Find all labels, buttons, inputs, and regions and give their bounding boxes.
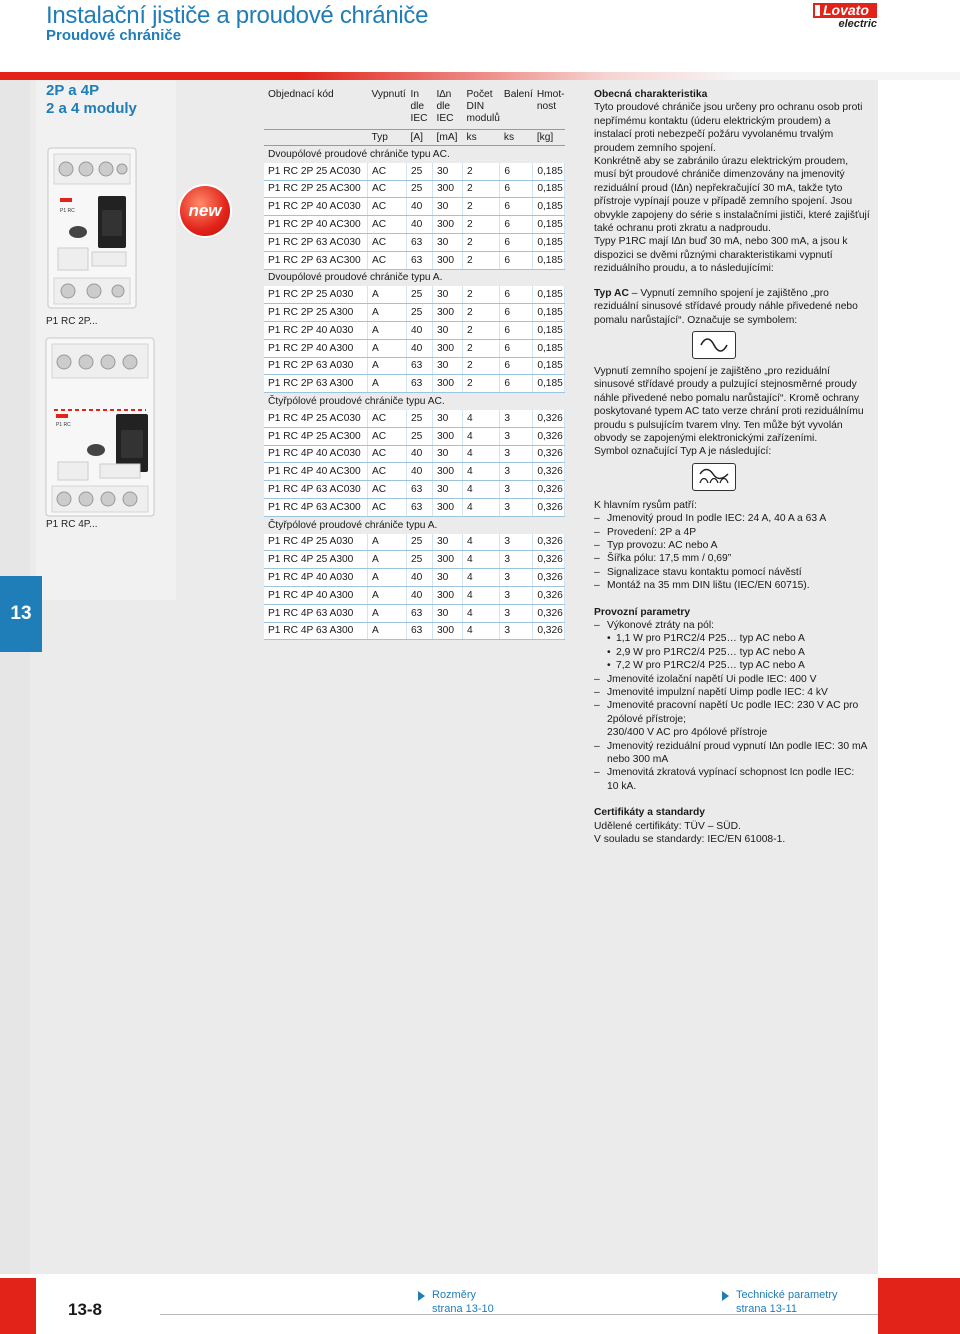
table-cell: 2 bbox=[463, 375, 500, 393]
table-cell: 25 bbox=[407, 163, 433, 180]
table-cell: A bbox=[368, 622, 407, 640]
order-code-cell: P1 RC 4P 25 AC300 bbox=[264, 427, 368, 445]
table-cell: 3 bbox=[500, 410, 533, 427]
table-cell: 0,185 bbox=[533, 321, 565, 339]
table-cell: 4 bbox=[463, 569, 500, 587]
table-cell: 30 bbox=[433, 357, 463, 375]
table-row bbox=[264, 304, 565, 322]
table-cell: 40 bbox=[407, 339, 433, 357]
order-table bbox=[264, 88, 565, 640]
table-cell: 6 bbox=[500, 163, 533, 180]
chapter-tab[interactable]: 13 bbox=[0, 576, 42, 652]
link-arrow-icon bbox=[722, 1291, 729, 1301]
table-cell: 0,326 bbox=[533, 586, 565, 604]
table-cell: 25 bbox=[407, 410, 433, 427]
table-row bbox=[264, 551, 565, 569]
table-cell: AC bbox=[368, 481, 407, 499]
unit-cell: ks bbox=[463, 130, 500, 146]
table-cell: 6 bbox=[500, 216, 533, 234]
table-cell: 63 bbox=[407, 481, 433, 499]
table-cell: AC bbox=[368, 498, 407, 516]
table-cell: 300 bbox=[433, 304, 463, 322]
table-cell: 63 bbox=[407, 357, 433, 375]
table-cell: A bbox=[368, 551, 407, 569]
type-a-symbol-icon bbox=[692, 463, 736, 491]
side-strip bbox=[0, 80, 30, 1274]
table-cell: 6 bbox=[500, 339, 533, 357]
section-title-row bbox=[264, 146, 565, 163]
page-number: 13-8 bbox=[67, 1300, 103, 1319]
table-cell: 300 bbox=[433, 216, 463, 234]
order-code-cell: P1 RC 2P 40 A300 bbox=[264, 339, 368, 357]
order-code-cell: P1 RC 2P 63 AC300 bbox=[264, 251, 368, 269]
table-cell: 25 bbox=[407, 304, 433, 322]
unit-cell: Typ bbox=[368, 130, 407, 146]
product-title-line1: 2P a 4P bbox=[46, 82, 100, 99]
table-cell: 40 bbox=[407, 216, 433, 234]
svg-text:P1 RC: P1 RC bbox=[56, 422, 71, 428]
table-cell: 0,326 bbox=[533, 498, 565, 516]
table-cell: 300 bbox=[433, 427, 463, 445]
order-code-cell: P1 RC 2P 25 AC300 bbox=[264, 180, 368, 198]
table-cell: 25 bbox=[407, 534, 433, 551]
table-row bbox=[264, 586, 565, 604]
column-header bbox=[500, 88, 533, 130]
order-code-cell: P1 RC 4P 63 A030 bbox=[264, 604, 368, 622]
order-code-cell: P1 RC 4P 25 A030 bbox=[264, 534, 368, 551]
table-cell: 0,185 bbox=[533, 357, 565, 375]
table-row bbox=[264, 357, 565, 375]
table-cell: 2 bbox=[463, 216, 500, 234]
column-header-line: modulů bbox=[466, 113, 500, 124]
table-cell: 300 bbox=[433, 180, 463, 198]
link-page[interactable]: strana 13-10 bbox=[432, 1303, 494, 1315]
table-cell: 6 bbox=[500, 180, 533, 198]
table-cell: 300 bbox=[433, 551, 463, 569]
table-cell: 300 bbox=[433, 339, 463, 357]
order-code-cell: P1 RC 4P 40 AC300 bbox=[264, 463, 368, 481]
table-row bbox=[264, 534, 565, 551]
param-item: – Jmenovité izolační napětí Ui podle IEC: 400 V bbox=[594, 673, 870, 686]
table-row bbox=[264, 569, 565, 587]
table-cell: 30 bbox=[433, 445, 463, 463]
param-subitem: • 2,9 W pro P1RC2/4 P25… typ AC nebo A bbox=[594, 646, 870, 659]
table-cell: 40 bbox=[407, 198, 433, 216]
table-row bbox=[264, 180, 565, 198]
table-cell: 30 bbox=[433, 286, 463, 303]
column-header-line: dle bbox=[410, 101, 425, 112]
order-code-cell: P1 RC 4P 40 A300 bbox=[264, 586, 368, 604]
unit-cell: [mA] bbox=[433, 130, 463, 146]
table-cell: 4 bbox=[463, 498, 500, 516]
table-row bbox=[264, 233, 565, 251]
table-cell: 25 bbox=[407, 551, 433, 569]
link-title[interactable]: Technické parametry bbox=[736, 1289, 838, 1301]
order-code-cell: P1 RC 4P 40 A030 bbox=[264, 569, 368, 587]
column-header-line: Objednací kód bbox=[268, 89, 334, 100]
column-header bbox=[463, 88, 500, 130]
unit-cell: [kg] bbox=[533, 130, 565, 146]
table-cell: 0,185 bbox=[533, 286, 565, 303]
table-cell: 2 bbox=[463, 321, 500, 339]
table-cell: 2 bbox=[463, 251, 500, 269]
column-header-line: Hmot- bbox=[536, 89, 565, 100]
table-cell: 2 bbox=[463, 233, 500, 251]
table-cell: 63 bbox=[407, 251, 433, 269]
characteristics-column bbox=[594, 88, 870, 847]
header-stripe bbox=[0, 72, 960, 80]
table-cell: 2 bbox=[463, 339, 500, 357]
table-cell: 63 bbox=[407, 622, 433, 640]
column-header-line: nost bbox=[536, 101, 557, 112]
link-title[interactable]: Rozměry bbox=[432, 1289, 477, 1301]
table-row bbox=[264, 198, 565, 216]
table-cell: 30 bbox=[433, 534, 463, 551]
table-cell: 63 bbox=[407, 604, 433, 622]
table-row bbox=[264, 251, 565, 269]
table-cell: 40 bbox=[407, 321, 433, 339]
column-header-line: DIN bbox=[466, 101, 485, 112]
page-title: Instalační jističe a proudové chrániče bbox=[46, 2, 429, 29]
table-cell: A bbox=[368, 569, 407, 587]
table-cell: 4 bbox=[463, 604, 500, 622]
features-list bbox=[594, 512, 870, 592]
link-arrow-icon bbox=[418, 1291, 425, 1301]
table-cell: 25 bbox=[407, 286, 433, 303]
logo-sub-text: electric bbox=[838, 18, 877, 30]
type-ac-paragraph bbox=[594, 287, 870, 327]
table-cell: A bbox=[368, 286, 407, 303]
order-code-cell: P1 RC 2P 25 A030 bbox=[264, 286, 368, 303]
table-cell: 0,326 bbox=[533, 427, 565, 445]
order-code-cell: P1 RC 4P 63 AC300 bbox=[264, 498, 368, 516]
table-cell: 30 bbox=[433, 233, 463, 251]
column-header-line: I∆n bbox=[436, 89, 452, 100]
table-cell: 4 bbox=[463, 445, 500, 463]
cert-heading: Certifikáty a standardy bbox=[594, 807, 706, 819]
table-cell: 40 bbox=[407, 463, 433, 481]
product-title-line2: 2 a 4 moduly bbox=[46, 100, 137, 117]
param-item: – Jmenovitý reziduální proud vypnutí I∆n podle IEC: 30 mA nebo 300 mA bbox=[594, 740, 870, 767]
column-header-line: dle bbox=[436, 101, 451, 112]
order-code-cell: P1 RC 2P 25 AC030 bbox=[264, 163, 368, 180]
table-cell: 0,185 bbox=[533, 163, 565, 180]
table-cell: 30 bbox=[433, 321, 463, 339]
table-cell: 30 bbox=[433, 410, 463, 427]
table-cell: 2 bbox=[463, 286, 500, 303]
table-cell: 0,185 bbox=[533, 375, 565, 393]
table-row bbox=[264, 375, 565, 393]
order-code-cell: P1 RC 2P 63 AC030 bbox=[264, 233, 368, 251]
param-item: – Jmenovitá zkratová vypínací schopnost Icn podle IEC: bbox=[594, 766, 870, 779]
table-cell: A bbox=[368, 586, 407, 604]
type-ac-label: Typ AC bbox=[594, 287, 629, 299]
product-title bbox=[46, 82, 137, 118]
table-cell: 2 bbox=[463, 163, 500, 180]
table-cell: AC bbox=[368, 445, 407, 463]
table-cell: 4 bbox=[463, 551, 500, 569]
table-cell: 6 bbox=[500, 375, 533, 393]
column-header bbox=[533, 88, 565, 130]
table-cell: 6 bbox=[500, 286, 533, 303]
table-cell: 40 bbox=[407, 586, 433, 604]
table-row bbox=[264, 286, 565, 303]
table-cell: 4 bbox=[463, 622, 500, 640]
table-cell: 300 bbox=[433, 498, 463, 516]
table-row bbox=[264, 321, 565, 339]
table-cell: 3 bbox=[500, 463, 533, 481]
table-cell: 300 bbox=[433, 375, 463, 393]
order-code-cell: P1 RC 4P 25 A300 bbox=[264, 551, 368, 569]
section-title-row bbox=[264, 393, 565, 410]
device-4p-image bbox=[44, 330, 156, 520]
table-cell: 4 bbox=[463, 481, 500, 499]
column-header-line: In bbox=[410, 89, 419, 100]
table-cell: 0,185 bbox=[533, 216, 565, 234]
order-code-cell: P1 RC 4P 63 AC030 bbox=[264, 481, 368, 499]
table-cell: 30 bbox=[433, 198, 463, 216]
table-cell: AC bbox=[368, 233, 407, 251]
table-cell: 0,185 bbox=[533, 198, 565, 216]
feature-item: – Provedení: 2P a 4P bbox=[594, 526, 870, 539]
param-subitem: • 7,2 W pro P1RC2/4 P25… typ AC nebo A bbox=[594, 659, 870, 672]
param-item-continued: 10 kA. bbox=[607, 780, 637, 792]
type-a-symbol-text: Symbol označující Typ A je následující: bbox=[594, 446, 772, 458]
table-cell: A bbox=[368, 304, 407, 322]
type-ac-text: – Vypnutí zemního spojení je zajištěno „pro reziduální sinusové střídavé proudy náhle přivedené nebo pomalu narůstající“. Označuje se symbolem: bbox=[594, 287, 858, 326]
table-cell: 6 bbox=[500, 198, 533, 216]
table-cell: 3 bbox=[500, 586, 533, 604]
table-cell: 6 bbox=[500, 304, 533, 322]
svg-text:P1 RC: P1 RC bbox=[60, 208, 75, 214]
table-cell: A bbox=[368, 375, 407, 393]
table-row bbox=[264, 463, 565, 481]
feature-item: – Signalizace stavu kontaktu pomocí návěstí bbox=[594, 566, 870, 579]
table-cell: 40 bbox=[407, 445, 433, 463]
lovato-logo bbox=[813, 3, 877, 31]
table-cell: 0,185 bbox=[533, 180, 565, 198]
table-cell: AC bbox=[368, 180, 407, 198]
link-page[interactable]: strana 13-11 bbox=[736, 1303, 797, 1315]
feature-item: – Typ provozu: AC nebo A bbox=[594, 539, 870, 552]
table-cell: 0,326 bbox=[533, 569, 565, 587]
table-row bbox=[264, 445, 565, 463]
table-cell: AC bbox=[368, 216, 407, 234]
param-item-continued: 230/400 V AC pro 4pólové přístroje bbox=[607, 727, 768, 739]
table-cell: 300 bbox=[433, 251, 463, 269]
column-header bbox=[433, 88, 463, 130]
table-cell: 3 bbox=[500, 534, 533, 551]
table-cell: 300 bbox=[433, 586, 463, 604]
table-cell: 0,326 bbox=[533, 534, 565, 551]
column-header-line: Počet bbox=[466, 89, 493, 100]
section-title: Čtyřpólové proudové chrániče typu A. bbox=[264, 516, 565, 533]
params-list bbox=[594, 619, 870, 793]
logo-main-text: Lovato bbox=[823, 2, 869, 18]
table-cell: 2 bbox=[463, 180, 500, 198]
general-paragraph-1: Tyto proudové chrániče jsou určeny pro ochranu osob proti nepřímému kontaktu (úderu elektrickým proudem) a instalací proti nebezpečí požáru vyvolanému trvalým proudem zemního spojení. bbox=[594, 102, 863, 154]
device-2p-image bbox=[46, 140, 138, 312]
table-cell: 6 bbox=[500, 251, 533, 269]
table-cell: A bbox=[368, 357, 407, 375]
table-cell: 63 bbox=[407, 233, 433, 251]
table-cell: 3 bbox=[500, 445, 533, 463]
table-cell: AC bbox=[368, 163, 407, 180]
table-cell: 25 bbox=[407, 427, 433, 445]
table-cell: 300 bbox=[433, 622, 463, 640]
section-title: Dvoupólové proudové chrániče typu A. bbox=[264, 269, 565, 286]
order-code-cell: P1 RC 2P 40 AC300 bbox=[264, 216, 368, 234]
table-cell: 30 bbox=[433, 604, 463, 622]
table-row bbox=[264, 339, 565, 357]
column-header bbox=[264, 88, 368, 130]
order-code-cell: P1 RC 4P 63 A300 bbox=[264, 622, 368, 640]
table-cell: 4 bbox=[463, 410, 500, 427]
table-cell: 4 bbox=[463, 534, 500, 551]
feature-item: – Jmenovitý proud In podle IEC: 24 A, 40 A a 63 A bbox=[594, 512, 870, 525]
table-cell: 6 bbox=[500, 233, 533, 251]
table-cell: 3 bbox=[500, 569, 533, 587]
table-row bbox=[264, 481, 565, 499]
table-cell: 2 bbox=[463, 198, 500, 216]
table-cell: 0,185 bbox=[533, 233, 565, 251]
page-number-box bbox=[36, 1278, 134, 1334]
column-header-line: IEC bbox=[410, 113, 428, 124]
unit-cell: ks bbox=[500, 130, 533, 146]
unit-cell: [A] bbox=[407, 130, 433, 146]
caption-4p: P1 RC 4P... bbox=[46, 519, 98, 530]
table-cell: 6 bbox=[500, 357, 533, 375]
table-cell: 0,326 bbox=[533, 463, 565, 481]
table-cell: 3 bbox=[500, 498, 533, 516]
features-heading: K hlavním rysům patří: bbox=[594, 499, 697, 511]
table-cell: AC bbox=[368, 427, 407, 445]
table-cell: 6 bbox=[500, 321, 533, 339]
table-cell: 63 bbox=[407, 498, 433, 516]
table-cell: 0,326 bbox=[533, 410, 565, 427]
order-code-cell: P1 RC 2P 25 A300 bbox=[264, 304, 368, 322]
order-code-cell: P1 RC 4P 40 AC030 bbox=[264, 445, 368, 463]
param-item: – Jmenovité impulzní napětí Uimp podle IEC: 4 kV bbox=[594, 686, 870, 699]
table-cell: 30 bbox=[433, 569, 463, 587]
column-header-line: Vypnutí bbox=[371, 89, 406, 100]
param-item: – Jmenovité pracovní napětí Uc podle IEC: 230 V AC pro 2pólové přístroje; bbox=[594, 699, 870, 726]
order-code-cell: P1 RC 2P 63 A300 bbox=[264, 375, 368, 393]
table-cell: 0,326 bbox=[533, 622, 565, 640]
table-cell: 30 bbox=[433, 163, 463, 180]
table-cell: 300 bbox=[433, 463, 463, 481]
table-cell: 0,326 bbox=[533, 551, 565, 569]
new-badge: new bbox=[180, 186, 230, 236]
table-cell: 25 bbox=[407, 180, 433, 198]
caption-2p: P1 RC 2P... bbox=[46, 316, 98, 327]
table-cell: 4 bbox=[463, 463, 500, 481]
order-code-cell: P1 RC 2P 40 AC030 bbox=[264, 198, 368, 216]
section-title: Dvoupólové proudové chrániče typu AC. bbox=[264, 146, 565, 163]
type-a-paragraph: Vypnutí zemního spojení je zajištěno „pro reziduální sinusové střídavé proudy a pulzující stejnosměrné proudy náhle přivedené nebo pomalu narůstající“. Kromě ochrany poskytované typem AC tato verze chrání proti reziduálnímu proudu s pulsujícím tvarem vlny. Ten může být vyvolán obvody se zapojenými elektronickými zařízeními. bbox=[594, 365, 864, 444]
table-cell: AC bbox=[368, 251, 407, 269]
feature-item: – Montáž na 35 mm DIN lištu (IEC/EN 60715). bbox=[594, 579, 870, 592]
type-ac-symbol-icon bbox=[692, 331, 736, 359]
table-cell: 0,326 bbox=[533, 445, 565, 463]
unit-cell bbox=[264, 130, 368, 146]
table-cell: A bbox=[368, 534, 407, 551]
general-heading: Obecná charakteristika bbox=[594, 89, 708, 100]
params-heading: Provozní parametry bbox=[594, 606, 691, 618]
table-cell: 0,326 bbox=[533, 604, 565, 622]
table-cell: 0,185 bbox=[533, 304, 565, 322]
table-row bbox=[264, 604, 565, 622]
table-cell: AC bbox=[368, 198, 407, 216]
general-paragraph-3: Typy P1RC mají I∆n buď 30 mA, nebo 300 mA, a jsou k dispozici se dvěmi různými charakteristikami vypnutí reziduálního proudu, a to následujícími: bbox=[594, 236, 848, 275]
feature-item: – Šířka pólu: 17,5 mm / 0,69” bbox=[594, 552, 870, 565]
table-row bbox=[264, 498, 565, 516]
table-row bbox=[264, 622, 565, 640]
section-title-row bbox=[264, 269, 565, 286]
table-cell: A bbox=[368, 604, 407, 622]
section-title-row bbox=[264, 516, 565, 533]
table-units-row bbox=[264, 130, 565, 146]
table-cell: 63 bbox=[407, 375, 433, 393]
table-cell: 3 bbox=[500, 604, 533, 622]
order-code-cell: P1 RC 2P 40 A030 bbox=[264, 321, 368, 339]
order-code-cell: P1 RC 2P 63 A030 bbox=[264, 357, 368, 375]
general-paragraph-2: Konkrétně aby se zabránilo úrazu elektrickým proudem, musí být proudové chrániče dimenzovány na jmenovitý reziduální proud (I∆n) nepřekračující 30 mA, takže tyto přístroje vypínají pouze v případě zemního spojení. Jsou obvykle zapojeny do série s instalačními jističi, které zajišťují také ochranu proti zkratu a nadproudu. bbox=[594, 156, 870, 235]
footer-link-dimensions[interactable] bbox=[432, 1288, 494, 1316]
column-header bbox=[368, 88, 407, 130]
column-header-line: Balení bbox=[503, 89, 533, 100]
table-row bbox=[264, 410, 565, 427]
table-cell: AC bbox=[368, 410, 407, 427]
table-header-row bbox=[264, 88, 565, 130]
param-subitem: • 1,1 W pro P1RC2/4 P25… typ AC nebo A bbox=[594, 632, 870, 645]
table-cell: AC bbox=[368, 463, 407, 481]
table-row bbox=[264, 216, 565, 234]
table-cell: A bbox=[368, 339, 407, 357]
table-cell: 2 bbox=[463, 304, 500, 322]
param-item: – Výkonové ztráty na pól: bbox=[594, 619, 870, 632]
table-cell: 4 bbox=[463, 586, 500, 604]
column-header-line: IEC bbox=[436, 113, 454, 124]
table-cell: 0,185 bbox=[533, 251, 565, 269]
table-row bbox=[264, 427, 565, 445]
table-cell: 0,326 bbox=[533, 481, 565, 499]
table-cell: 3 bbox=[500, 622, 533, 640]
table-cell: 30 bbox=[433, 481, 463, 499]
cert-line-1: Udělené certifikáty: TÜV – SÜD. bbox=[594, 820, 741, 832]
page-subtitle: Proudové chrániče bbox=[46, 27, 182, 44]
column-header bbox=[407, 88, 433, 130]
order-code-cell: P1 RC 4P 25 AC030 bbox=[264, 410, 368, 427]
table-cell: 3 bbox=[500, 427, 533, 445]
section-title: Čtyřpólové proudové chrániče typu AC. bbox=[264, 393, 565, 410]
table-cell: 3 bbox=[500, 481, 533, 499]
cert-line-2: V souladu se standardy: IEC/EN 61008-1. bbox=[594, 834, 786, 846]
table-cell: 40 bbox=[407, 569, 433, 587]
table-cell: 4 bbox=[463, 427, 500, 445]
table-cell: 2 bbox=[463, 357, 500, 375]
table-cell: 3 bbox=[500, 551, 533, 569]
footer-link-technical[interactable] bbox=[736, 1288, 838, 1316]
table-cell: 0,185 bbox=[533, 339, 565, 357]
table-cell: A bbox=[368, 321, 407, 339]
table-row bbox=[264, 163, 565, 180]
